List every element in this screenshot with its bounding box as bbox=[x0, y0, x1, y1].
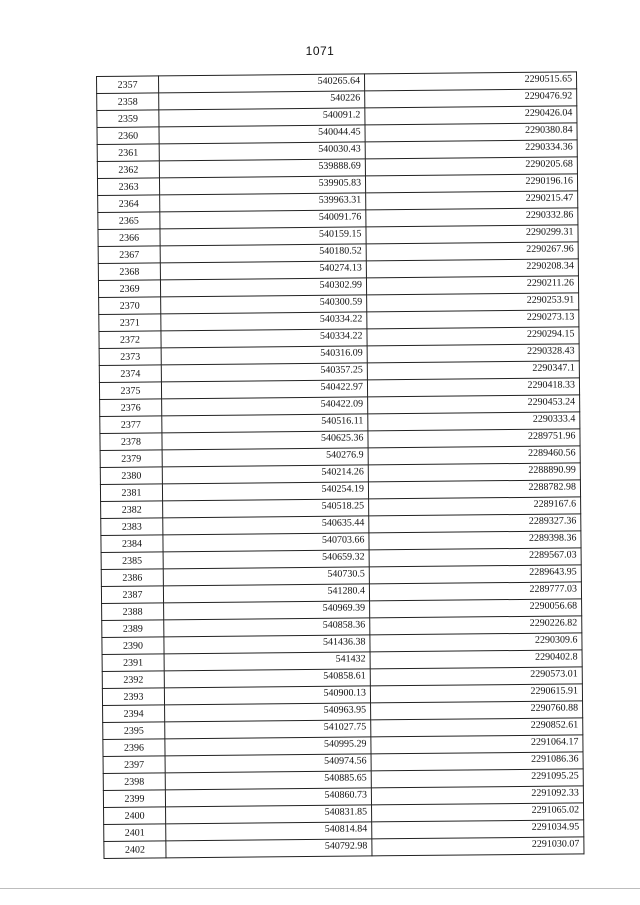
row-index-cell: 2367 bbox=[98, 246, 160, 264]
x-coordinate-cell: 540226 bbox=[159, 91, 365, 110]
row-index-cell: 2381 bbox=[100, 484, 162, 502]
row-index-cell: 2357 bbox=[97, 76, 159, 94]
y-coordinate-cell: 2290332.86 bbox=[366, 208, 578, 227]
y-coordinate-cell: 2290205.68 bbox=[365, 157, 577, 176]
x-coordinate-cell: 540858.61 bbox=[164, 669, 370, 688]
row-index-cell: 2390 bbox=[102, 637, 164, 655]
row-index-cell: 2400 bbox=[104, 807, 166, 825]
row-index-cell: 2377 bbox=[100, 416, 162, 434]
x-coordinate-cell: 540518.25 bbox=[163, 499, 369, 518]
y-coordinate-cell: 2290426.04 bbox=[365, 106, 577, 125]
x-coordinate-cell: 540334.22 bbox=[161, 329, 367, 348]
row-index-cell: 2385 bbox=[101, 552, 163, 570]
row-index-cell: 2370 bbox=[99, 297, 161, 315]
y-coordinate-cell: 2290226.82 bbox=[370, 616, 582, 635]
row-index-cell: 2372 bbox=[99, 331, 161, 349]
y-coordinate-cell: 2290253.91 bbox=[367, 293, 579, 312]
y-coordinate-cell: 2290515.65 bbox=[364, 72, 576, 91]
y-coordinate-cell: 2290299.31 bbox=[366, 225, 578, 244]
page-number: 1071 bbox=[305, 44, 335, 58]
row-index-cell: 2366 bbox=[98, 229, 160, 247]
y-coordinate-cell: 2290056.68 bbox=[370, 599, 582, 618]
row-index-cell: 2368 bbox=[98, 263, 160, 281]
y-coordinate-cell: 2290196.16 bbox=[365, 174, 577, 193]
y-coordinate-cell: 2289167.6 bbox=[369, 497, 581, 516]
row-index-cell: 2360 bbox=[97, 127, 159, 145]
y-coordinate-cell: 2290453.24 bbox=[368, 395, 580, 414]
row-index-cell: 2369 bbox=[98, 280, 160, 298]
y-coordinate-cell: 2290418.33 bbox=[367, 378, 579, 397]
y-coordinate-cell: 2290215.47 bbox=[366, 191, 578, 210]
y-coordinate-cell: 2289567.03 bbox=[369, 548, 581, 567]
x-coordinate-cell: 540974.56 bbox=[165, 754, 371, 773]
x-coordinate-cell: 540180.52 bbox=[160, 244, 366, 263]
y-coordinate-cell: 2290328.43 bbox=[367, 344, 579, 363]
row-index-cell: 2379 bbox=[100, 450, 162, 468]
x-coordinate-cell: 540885.65 bbox=[165, 771, 371, 790]
y-coordinate-cell: 2290347.1 bbox=[367, 361, 579, 380]
x-coordinate-cell: 540091.76 bbox=[160, 210, 366, 229]
row-index-cell: 2380 bbox=[100, 467, 162, 485]
row-index-cell: 2396 bbox=[103, 739, 165, 757]
row-index-cell: 2393 bbox=[102, 688, 164, 706]
row-index-cell: 2389 bbox=[102, 620, 164, 638]
y-coordinate-cell: 2291065.02 bbox=[372, 803, 584, 822]
row-index-cell: 2386 bbox=[101, 569, 163, 587]
x-coordinate-cell: 540625.36 bbox=[162, 431, 368, 450]
x-coordinate-cell: 539888.69 bbox=[159, 159, 365, 178]
row-index-cell: 2358 bbox=[97, 93, 159, 111]
row-index-cell: 2391 bbox=[102, 654, 164, 672]
x-coordinate-cell: 541436.38 bbox=[164, 635, 370, 654]
x-coordinate-cell: 540422.09 bbox=[162, 397, 368, 416]
coordinates-table bbox=[96, 71, 584, 859]
scan-edge-line bbox=[0, 888, 640, 889]
x-coordinate-cell: 541280.4 bbox=[163, 584, 369, 603]
x-coordinate-cell: 540635.44 bbox=[163, 516, 369, 535]
x-coordinate-cell: 540814.84 bbox=[166, 822, 372, 841]
row-index-cell: 2395 bbox=[103, 722, 165, 740]
row-index-cell: 2398 bbox=[103, 773, 165, 791]
x-coordinate-cell: 540969.39 bbox=[164, 601, 370, 620]
x-coordinate-cell: 540703.66 bbox=[163, 533, 369, 552]
coordinates-table-body bbox=[97, 72, 584, 859]
row-index-cell: 2387 bbox=[101, 586, 163, 604]
x-coordinate-cell: 539905.83 bbox=[159, 176, 365, 195]
x-coordinate-cell: 540316.09 bbox=[161, 346, 367, 365]
x-coordinate-cell: 540422.97 bbox=[161, 380, 367, 399]
y-coordinate-cell: 2290211.26 bbox=[366, 276, 578, 295]
y-coordinate-cell: 2289643.95 bbox=[369, 565, 581, 584]
y-coordinate-cell: 2290402.8 bbox=[370, 650, 582, 669]
y-coordinate-cell: 2290294.15 bbox=[367, 327, 579, 346]
row-index-cell: 2401 bbox=[104, 824, 166, 842]
row-index-cell: 2392 bbox=[102, 671, 164, 689]
x-coordinate-cell: 540831.85 bbox=[166, 805, 372, 824]
y-coordinate-cell: 2290208.34 bbox=[366, 259, 578, 278]
x-coordinate-cell: 540860.73 bbox=[165, 788, 371, 807]
x-coordinate-cell: 540730.5 bbox=[163, 567, 369, 586]
row-index-cell: 2378 bbox=[100, 433, 162, 451]
x-coordinate-cell: 540274.13 bbox=[160, 261, 366, 280]
y-coordinate-cell: 2291064.17 bbox=[371, 735, 583, 754]
row-index-cell: 2362 bbox=[97, 161, 159, 179]
x-coordinate-cell: 540276.9 bbox=[162, 448, 368, 467]
x-coordinate-cell: 540044.45 bbox=[159, 125, 365, 144]
row-index-cell: 2383 bbox=[101, 518, 163, 536]
y-coordinate-cell: 2291086.36 bbox=[371, 752, 583, 771]
row-index-cell: 2373 bbox=[99, 348, 161, 366]
y-coordinate-cell: 2290476.92 bbox=[365, 89, 577, 108]
y-coordinate-cell: 2289777.03 bbox=[369, 582, 581, 601]
x-coordinate-cell: 540302.99 bbox=[160, 278, 366, 297]
x-coordinate-cell: 541027.75 bbox=[165, 720, 371, 739]
row-index-cell: 2363 bbox=[97, 178, 159, 196]
y-coordinate-cell: 2290573.01 bbox=[370, 667, 582, 686]
x-coordinate-cell: 540357.25 bbox=[161, 363, 367, 382]
row-index-cell: 2375 bbox=[99, 382, 161, 400]
x-coordinate-cell: 540300.59 bbox=[161, 295, 367, 314]
row-index-cell: 2359 bbox=[97, 110, 159, 128]
y-coordinate-cell: 2289460.56 bbox=[368, 446, 580, 465]
y-coordinate-cell: 2289327.36 bbox=[369, 514, 581, 533]
row-index-cell: 2361 bbox=[97, 144, 159, 162]
row-index-cell: 2376 bbox=[100, 399, 162, 417]
y-coordinate-cell: 2290273.13 bbox=[367, 310, 579, 329]
row-index-cell: 2397 bbox=[103, 756, 165, 774]
y-coordinate-cell: 2291095.25 bbox=[371, 769, 583, 788]
row-index-cell: 2402 bbox=[104, 841, 166, 859]
x-coordinate-cell: 540254.19 bbox=[162, 482, 368, 501]
y-coordinate-cell: 2290380.84 bbox=[365, 123, 577, 142]
x-coordinate-cell: 540963.95 bbox=[165, 703, 371, 722]
x-coordinate-cell: 540900.13 bbox=[164, 686, 370, 705]
x-coordinate-cell: 540858.36 bbox=[164, 618, 370, 637]
x-coordinate-cell: 540792.98 bbox=[166, 839, 372, 858]
y-coordinate-cell: 2291092.33 bbox=[371, 786, 583, 805]
y-coordinate-cell: 2290852.61 bbox=[371, 718, 583, 737]
x-coordinate-cell: 540516.11 bbox=[162, 414, 368, 433]
row-index-cell: 2365 bbox=[98, 212, 160, 230]
x-coordinate-cell: 540265.64 bbox=[159, 74, 365, 93]
x-coordinate-cell: 540214.26 bbox=[162, 465, 368, 484]
y-coordinate-cell: 2291030.07 bbox=[372, 837, 584, 856]
y-coordinate-cell: 2291034.95 bbox=[372, 820, 584, 839]
y-coordinate-cell: 2290760.88 bbox=[371, 701, 583, 720]
y-coordinate-cell: 2290267.96 bbox=[366, 242, 578, 261]
x-coordinate-cell: 540030.43 bbox=[159, 142, 365, 161]
y-coordinate-cell: 2288782.98 bbox=[368, 480, 580, 499]
table-row bbox=[104, 837, 584, 859]
row-index-cell: 2371 bbox=[99, 314, 161, 332]
y-coordinate-cell: 2289398.36 bbox=[369, 531, 581, 550]
y-coordinate-cell: 2288890.99 bbox=[368, 463, 580, 482]
row-index-cell: 2384 bbox=[101, 535, 163, 553]
y-coordinate-cell: 2290309.6 bbox=[370, 633, 582, 652]
x-coordinate-cell: 539963.31 bbox=[160, 193, 366, 212]
row-index-cell: 2388 bbox=[102, 603, 164, 621]
y-coordinate-cell: 2289751.96 bbox=[368, 429, 580, 448]
row-index-cell: 2374 bbox=[99, 365, 161, 383]
row-index-cell: 2382 bbox=[101, 501, 163, 519]
x-coordinate-cell: 540659.32 bbox=[163, 550, 369, 569]
row-index-cell: 2394 bbox=[103, 705, 165, 723]
x-coordinate-cell: 541432 bbox=[164, 652, 370, 671]
x-coordinate-cell: 540995.29 bbox=[165, 737, 371, 756]
x-coordinate-cell: 540334.22 bbox=[161, 312, 367, 331]
coordinates-table-container bbox=[96, 71, 584, 859]
y-coordinate-cell: 2290615.91 bbox=[370, 684, 582, 703]
y-coordinate-cell: 2290334.36 bbox=[365, 140, 577, 159]
y-coordinate-cell: 2290333.4 bbox=[368, 412, 580, 431]
row-index-cell: 2399 bbox=[103, 790, 165, 808]
x-coordinate-cell: 540091.2 bbox=[159, 108, 365, 127]
row-index-cell: 2364 bbox=[98, 195, 160, 213]
x-coordinate-cell: 540159.15 bbox=[160, 227, 366, 246]
